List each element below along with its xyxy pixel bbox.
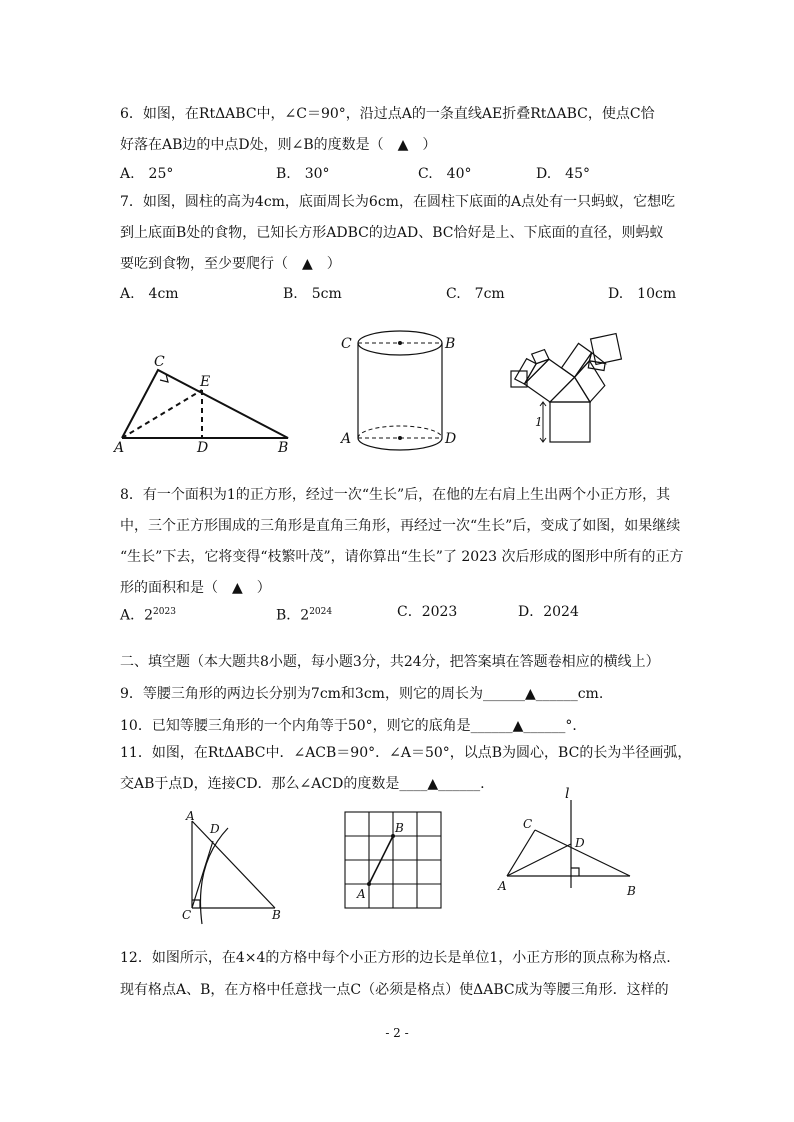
tri-label-e: E: [200, 374, 211, 390]
arc-triangle-figure: [180, 806, 290, 928]
tree-label-1: 1: [535, 415, 543, 429]
q8-line1: 8．有一个面积为1的正方形，经过一次“生长”后，在他的左右肩上生出两个小正方形，其: [120, 487, 671, 503]
lattice-grid-figure: [335, 808, 447, 920]
q11-line2: 交AB于点D，连接CD．那么∠ACD的度数是____▲______.: [120, 776, 485, 792]
arc-label-d: D: [210, 822, 220, 836]
folded-triangle-figure: [110, 350, 300, 455]
cyl-label-a: A: [341, 431, 352, 447]
cyl-label-b: B: [445, 336, 456, 352]
q8-option-a-exp: 2023: [153, 607, 176, 617]
q12-line1: 12．如图所示，在4×4的方格中每个小正方形的边长是单位1，小正方形的顶点称为格点.: [120, 950, 671, 966]
pythagoras-tree-figure: [505, 326, 645, 451]
q11-line1: 11．如图，在RtΔABC中．∠ACB＝90°．∠A＝50°，以点B为圆心，BC的长为半径画弧，: [120, 745, 692, 761]
page-number: - 2 -: [385, 1026, 409, 1040]
q10-text: 10．已知等腰三角形的一个内角等于50°，则它的底角是______▲______°．: [120, 718, 587, 734]
arc-label-c: C: [182, 908, 192, 922]
cyl-label-c: C: [341, 336, 352, 352]
q8-option-a: [120, 602, 176, 626]
q8-option-c: C．2023: [397, 604, 458, 620]
q7-option-b: B. 5cm: [283, 286, 342, 302]
tri-label-c: C: [154, 354, 165, 370]
q6-option-d: D. 45°: [536, 166, 590, 182]
q6-line1: 6．如图，在RtΔABC中，∠C＝90°，沿过点A的一条直线AE折叠RtΔABC，使点C恰: [120, 106, 655, 122]
q8-option-b-exp: 2024: [309, 607, 333, 617]
q7-line2: 到上底面B处的食物，已知长方形ADBC的边AD、BC恰好是上、下底面的直径，则蚂蚁: [120, 225, 664, 241]
q6-option-c: C. 40°: [418, 166, 472, 182]
q7-option-d: D. 10cm: [608, 286, 677, 302]
arc-label-a: A: [186, 809, 195, 823]
cyl-label-d: D: [445, 431, 457, 447]
perp-label-l: l: [565, 786, 570, 802]
perp-label-d: D: [575, 836, 585, 850]
perp-label-a: A: [498, 879, 507, 893]
q8-line4: 形的面积和是（ ▲ ）: [120, 580, 271, 596]
perpendicular-bisector-figure: [495, 784, 645, 902]
section-heading-fill-in: 二、填空题（本大题共8小题，每小题3分，共24分，把答案填在答题卷相应的横线上）: [120, 654, 660, 670]
q12-line2: 现有格点A、B，在方格中任意找一点C（必须是格点）使ΔABC成为等腰三角形．这样的: [120, 982, 669, 998]
q7-option-a: A. 4cm: [120, 286, 179, 302]
q8-option-b: [276, 602, 332, 626]
cylinder-figure: [335, 328, 465, 453]
q6-option-a: A. 25°: [120, 166, 174, 182]
q8-option-a-base: A．2: [120, 607, 154, 624]
q8-option-d: D．2024: [518, 604, 579, 620]
q7-option-c: C. 7cm: [446, 286, 505, 302]
q9-text: 9．等腰三角形的两边长分别为7cm和3cm，则它的周长为______▲______cm.: [120, 686, 604, 702]
tri-label-d: D: [197, 440, 209, 455]
grid-label-a: A: [357, 887, 366, 901]
q7-line3: 要吃到食物，至少要爬行（ ▲ ）: [120, 256, 341, 272]
tri-label-a: A: [114, 440, 125, 455]
perp-label-b: B: [627, 884, 636, 898]
q8-line2: 中，三个正方形围成的三角形是直角三角形，再经过一次“生长”后，变成了如图，如果继续: [120, 518, 681, 534]
tri-label-b: B: [278, 440, 289, 455]
q6-option-b: B. 30°: [276, 166, 330, 182]
q8-option-b-base: B．2: [276, 607, 310, 624]
q7-line1: 7．如图，圆柱的高为4cm，底面周长为6cm，在圆柱下底面的A点处有一只蚂蚁，它想吃: [120, 194, 676, 210]
arc-label-b: B: [272, 908, 281, 922]
q6-line2: 好落在AB边的中点D处，则∠B的度数是（ ▲ ）: [120, 137, 437, 153]
q8-line3: “生长”下去，它将变得“枝繁叶茂”，请你算出“生长”了 2023 次后形成的图形中所有的正方: [120, 549, 684, 565]
perp-label-c: C: [523, 817, 533, 831]
grid-label-b: B: [395, 821, 404, 835]
